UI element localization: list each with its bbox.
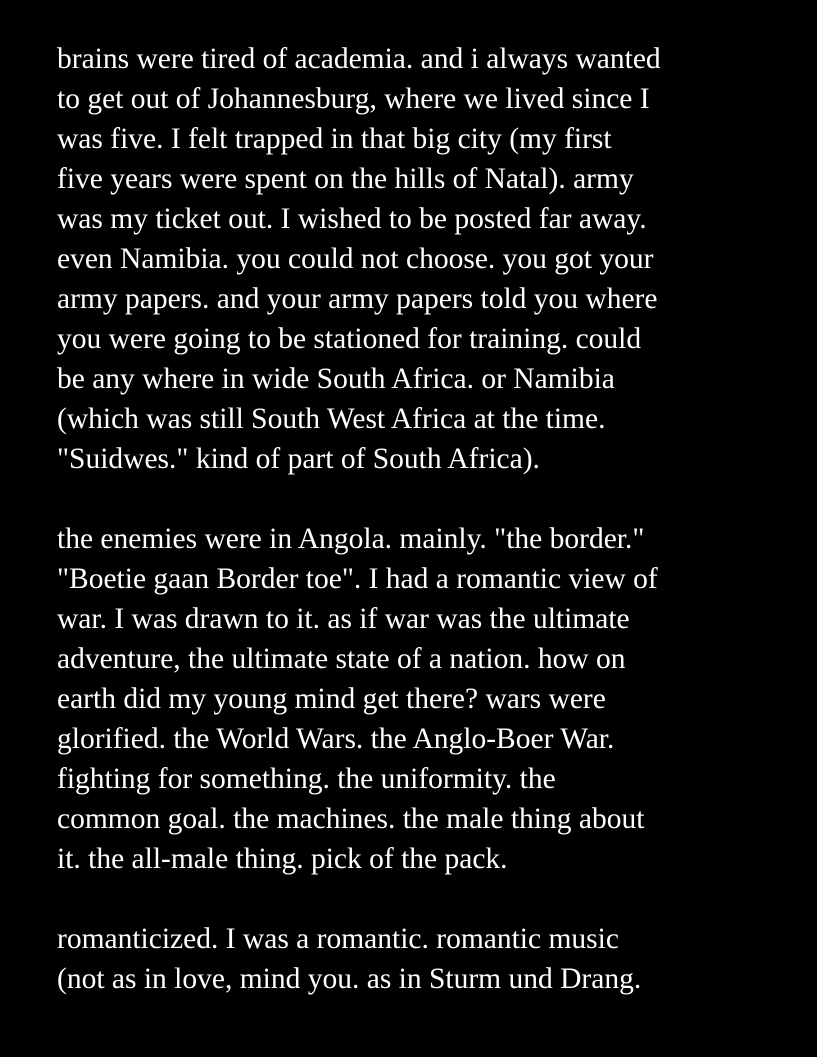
text-line: glorified. the World Wars. the Anglo-Boer War. (57, 723, 615, 755)
text-line: be any where in wide South Africa. or Namibia (57, 363, 615, 395)
text-line: fighting for something. the uniformity. the (57, 763, 556, 795)
text-line: earth did my young mind get there? wars were (57, 683, 606, 715)
text-line: was my ticket out. I wished to be posted far away. (57, 203, 647, 235)
text-line: brains were tired of academia. and i always wanted (57, 43, 661, 75)
paragraph-3 (57, 919, 797, 999)
text-line: was five. I felt trapped in that big city (my first (57, 123, 612, 155)
text-line: common goal. the machines. the male thing about (57, 803, 645, 835)
text-line: you were going to be stationed for training. could (57, 323, 642, 355)
text-line: adventure, the ultimate state of a nation. how on (57, 643, 626, 675)
text-line: it. the all-male thing. pick of the pack. (57, 843, 508, 875)
text-line: romanticized. I was a romantic. romantic music (57, 923, 619, 955)
paragraph-2 (57, 519, 797, 879)
text-line: five years were spent on the hills of Natal). army (57, 163, 634, 195)
text-line: army papers. and your army papers told you where (57, 283, 658, 315)
text-line: even Namibia. you could not choose. you got your (57, 243, 654, 275)
paragraph-spacer (57, 479, 797, 519)
text-line: to get out of Johannesburg, where we lived since I (57, 83, 650, 115)
paragraph-spacer (57, 879, 797, 919)
body-text (57, 39, 797, 999)
text-line: (which was still South West Africa at the time. (57, 403, 606, 435)
paragraph-1 (57, 39, 797, 479)
text-line: "Suidwes." kind of part of South Africa). (57, 443, 540, 475)
text-line: war. I was drawn to it. as if war was the ultimate (57, 603, 630, 635)
text-line: (not as in love, mind you. as in Sturm und Drang. (57, 963, 642, 995)
text-line: the enemies were in Angola. mainly. "the border." (57, 523, 645, 555)
text-line: "Boetie gaan Border toe". I had a romantic view of (57, 563, 658, 595)
